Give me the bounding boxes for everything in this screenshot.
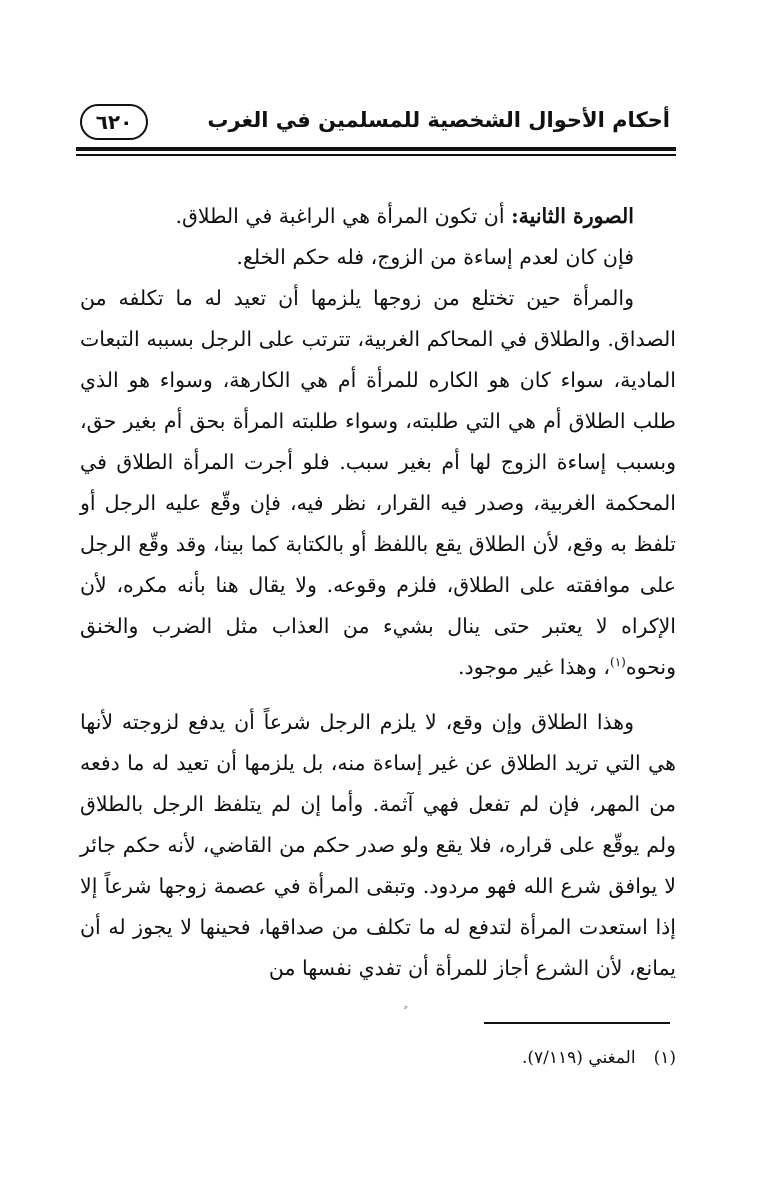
footnote-number: (١) <box>653 1048 676 1068</box>
paragraph-3 <box>80 278 676 688</box>
print-speck: ⸗ <box>404 1000 408 1013</box>
paragraph-1 <box>80 196 676 237</box>
paragraph-4: وهذا الطلاق وإن وقع، لا يلزم الرجل شرعاً أن يدفع لزوجته لأنها هي التي تريد الطلاق عن غير إساءة منه، بل يلزمها أن تعيد له ما دفعه من المهر، فإن لم تفعل فهي آثمة. وأما إن لم يتلفظ الرجل بالطلاق ولم يوقّع على قراره، فلا يقع ولو صدر حكم من القاضي، لأنه حكم جائر لا يوافق شرع الله فهو مردود. وتبقى المرأة في عصمة زوجها شرعاً إلا إذا استعدت المرأة لتدفع له ما تكلف من صداقها، فحينها لا يجوز له أن يمانع، لأن الشرع أجاز للمرأة أن تفدي نفسها من <box>80 710 676 980</box>
footnote-separator <box>484 1022 670 1024</box>
header-rule-thick <box>76 147 676 151</box>
running-header <box>80 104 676 144</box>
footnote-text: المغني (٧/١١٩). <box>521 1048 636 1068</box>
running-title: أحكام الأحوال الشخصية للمسلمين في الغرب <box>207 108 670 132</box>
page-number-badge: ٦٢٠ <box>80 104 148 140</box>
case-text: أن تكون المرأة هي الراغبة في الطلاق. <box>175 204 512 228</box>
paragraph-2: فإن كان لعدم إساءة من الزوج، فله حكم الخلع. <box>236 245 634 269</box>
paragraph-3-ending: ، وهذا غير موجود. <box>457 655 610 679</box>
main-text <box>80 196 676 989</box>
paragraph-3-text: والمرأة حين تختلع من زوجها يلزمها أن تعيد له ما تكلفه من الصداق. والطلاق في المحاكم الغربية، تترتب على الرجل بسببه التبعات المادية، سواء كان هو الكاره للمرأة أم هي الكارهة، وسواء هو الذي طلب الطلاق أم هي التي طلبته، وسواء طلبته المرأة بحق أم بغير حق، وبسبب إساءة الزوج لها أم بغير سبب. فلو أجرت المرأة الطلاق في المحكمة الغربية، وصدر فيه القرار، نظر فيه، فإن وقّع عليه الرجل أو تلفظ به وقع، لأن الطلاق يقع باللفظ أو بالكتابة كما بينا، وقد وقّع الرجل على موافقته على الطلاق، فلزم وقوعه. ولا يقال هنا بأنه مكره، لأن الإكراه لا يعتبر حتى ينال بشيء من العذاب مثل الضرب والخنق ونحوه <box>80 286 676 679</box>
footnote-reference: (١) <box>610 655 626 670</box>
header-rule-thin <box>76 154 676 156</box>
case-heading: الصورة الثانية: <box>511 204 634 228</box>
footnote <box>80 1044 676 1072</box>
